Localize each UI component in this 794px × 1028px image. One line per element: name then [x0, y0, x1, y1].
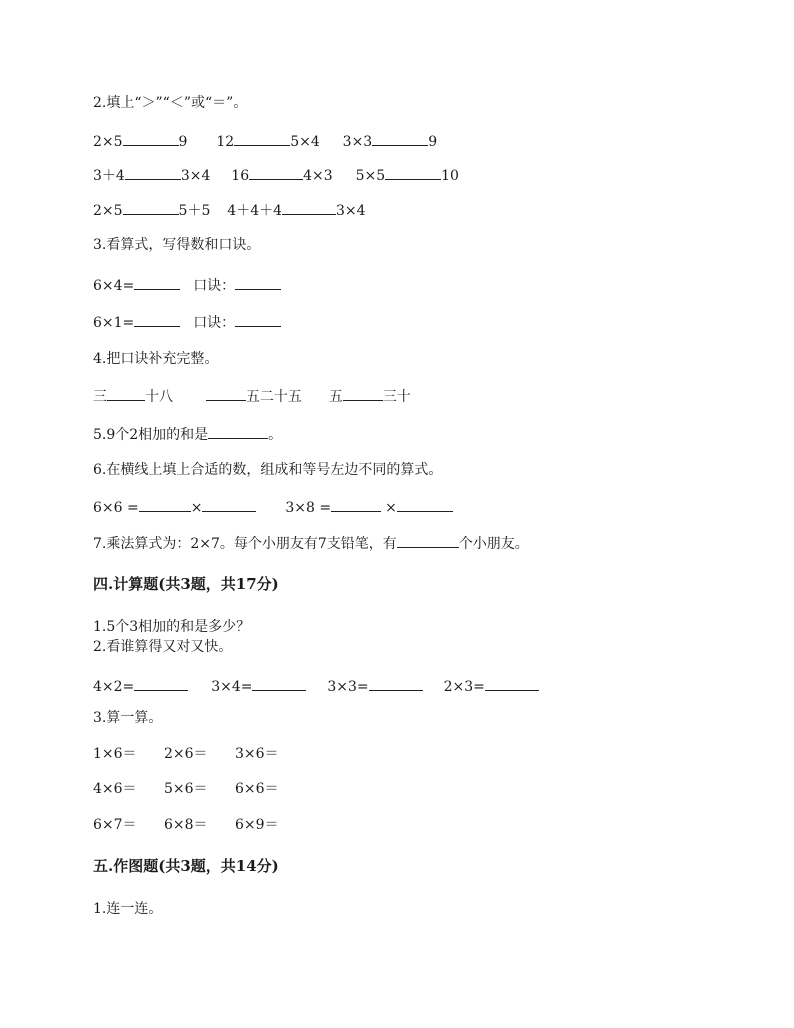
- draw1-text: 1.连一连。: [93, 901, 163, 917]
- answer-blank[interactable]: [369, 676, 423, 691]
- q2-right: 5×4: [290, 134, 320, 150]
- q2-right: 3×4: [336, 203, 366, 219]
- answer-blank[interactable]: [385, 165, 441, 180]
- answer-blank[interactable]: [252, 676, 306, 691]
- q4-b: 十八: [145, 389, 173, 405]
- answer-blank[interactable]: [202, 497, 256, 512]
- q4-b: 三十: [382, 389, 411, 405]
- answer-blank[interactable]: [235, 275, 281, 290]
- q2-left: 5×5: [355, 168, 386, 184]
- answer-blank[interactable]: [372, 131, 428, 146]
- calc2-expr: 3×3=: [327, 679, 369, 695]
- q2-row-2: [93, 165, 459, 185]
- q6-op: ×: [190, 500, 203, 516]
- q3-title: 3.看算式，写得数和口诀。: [93, 237, 261, 253]
- answer-blank[interactable]: [485, 676, 539, 691]
- calc1-text: 1.5个3相加的和是多少？: [93, 619, 251, 635]
- q2-right: 4×3: [303, 168, 333, 184]
- q4-title: 4.把口诀补充完整。: [93, 351, 219, 367]
- q6-op: ×: [385, 500, 397, 516]
- q2-right: 3×4: [180, 168, 211, 184]
- calc3-cell: 6×8＝: [164, 817, 208, 833]
- q4-a: 五: [328, 389, 343, 405]
- q2-left: 2×5: [93, 134, 123, 150]
- q6-title: 6.在横线上填上合适的数，组成和等号左边不同的算式。: [93, 462, 443, 478]
- answer-blank[interactable]: [134, 312, 180, 327]
- q3-label: 口诀：: [193, 278, 236, 294]
- q6-lhs: 3×8 =: [285, 500, 332, 516]
- q7-prefix: 7.乘法算式为：2×7。每个小朋友有7支铅笔，有: [93, 536, 397, 552]
- q4-row: [93, 386, 411, 406]
- answer-blank[interactable]: [134, 275, 180, 290]
- q3-expr: 6×4=: [93, 278, 135, 294]
- q2-right: 9: [178, 134, 188, 150]
- q4-a: 三: [93, 389, 107, 405]
- calc3-cell: 5×6＝: [164, 781, 208, 797]
- answer-blank[interactable]: [234, 131, 290, 146]
- calc3-cell: 6×7＝: [93, 817, 137, 833]
- q2-left: 2×5: [93, 203, 123, 219]
- answer-blank[interactable]: [331, 497, 381, 512]
- q6-row: [93, 497, 453, 517]
- q2-left: 3×3: [342, 134, 373, 150]
- calc2-row: [93, 676, 539, 696]
- q6-lhs: 6×6 =: [93, 500, 139, 516]
- q2-left: 4＋4＋4: [227, 203, 283, 219]
- q5-prefix: 5.9个2相加的和是: [93, 427, 209, 443]
- calc2-expr: 2×3=: [443, 679, 485, 695]
- answer-blank[interactable]: [206, 386, 246, 401]
- q4-b: 五二十五: [245, 389, 302, 405]
- q3-row-2: [93, 312, 281, 332]
- calc3-cell: 2×6＝: [164, 746, 208, 762]
- calc3-cell: 1×6＝: [93, 746, 137, 762]
- q7-suffix: 个小朋友。: [458, 536, 529, 552]
- q2-right: 5＋5: [178, 203, 211, 219]
- q2-left: 12: [216, 134, 235, 150]
- answer-blank[interactable]: [282, 200, 336, 215]
- q2-title: 2.填上“＞”“＜”或“＝”。: [93, 95, 248, 111]
- calc3-cell: 6×6＝: [235, 781, 279, 797]
- q5-suffix: 。: [268, 427, 283, 443]
- q2-row-3: [93, 200, 366, 220]
- answer-blank[interactable]: [107, 386, 145, 401]
- calc3-cell: 4×6＝: [93, 781, 137, 797]
- calc3-cell: 3×6＝: [235, 746, 279, 762]
- q2-left: 16: [231, 168, 250, 184]
- answer-blank[interactable]: [343, 386, 383, 401]
- answer-blank[interactable]: [123, 131, 179, 146]
- answer-blank[interactable]: [125, 165, 181, 180]
- answer-blank[interactable]: [235, 312, 281, 327]
- q7-row: [93, 533, 529, 553]
- q5-row: [93, 424, 282, 444]
- q3-row-1: [93, 275, 281, 295]
- calc2-title: 2.看谁算得又对又快。: [93, 639, 233, 655]
- calc2-expr: 3×4=: [211, 679, 253, 695]
- calc3-cell: 6×9＝: [235, 817, 279, 833]
- answer-blank[interactable]: [208, 424, 268, 439]
- answer-blank[interactable]: [397, 497, 453, 512]
- q2-row-1: [93, 131, 437, 151]
- section-5-title: 五.作图题(共3题，共14分): [93, 857, 279, 875]
- answer-blank[interactable]: [397, 533, 459, 548]
- answer-blank[interactable]: [139, 497, 191, 512]
- calc3-title: 3.算一算。: [93, 710, 163, 726]
- q3-expr: 6×1=: [93, 315, 135, 331]
- answer-blank[interactable]: [249, 165, 303, 180]
- calc2-expr: 4×2=: [93, 679, 135, 695]
- q2-right: 10: [441, 168, 459, 184]
- q2-right: 9: [428, 134, 438, 150]
- q2-left: 3＋4: [93, 168, 125, 184]
- section-4-title: 四.计算题(共3题，共17分): [93, 575, 279, 593]
- answer-blank[interactable]: [123, 200, 179, 215]
- q3-label: 口诀：: [193, 315, 236, 331]
- answer-blank[interactable]: [134, 676, 188, 691]
